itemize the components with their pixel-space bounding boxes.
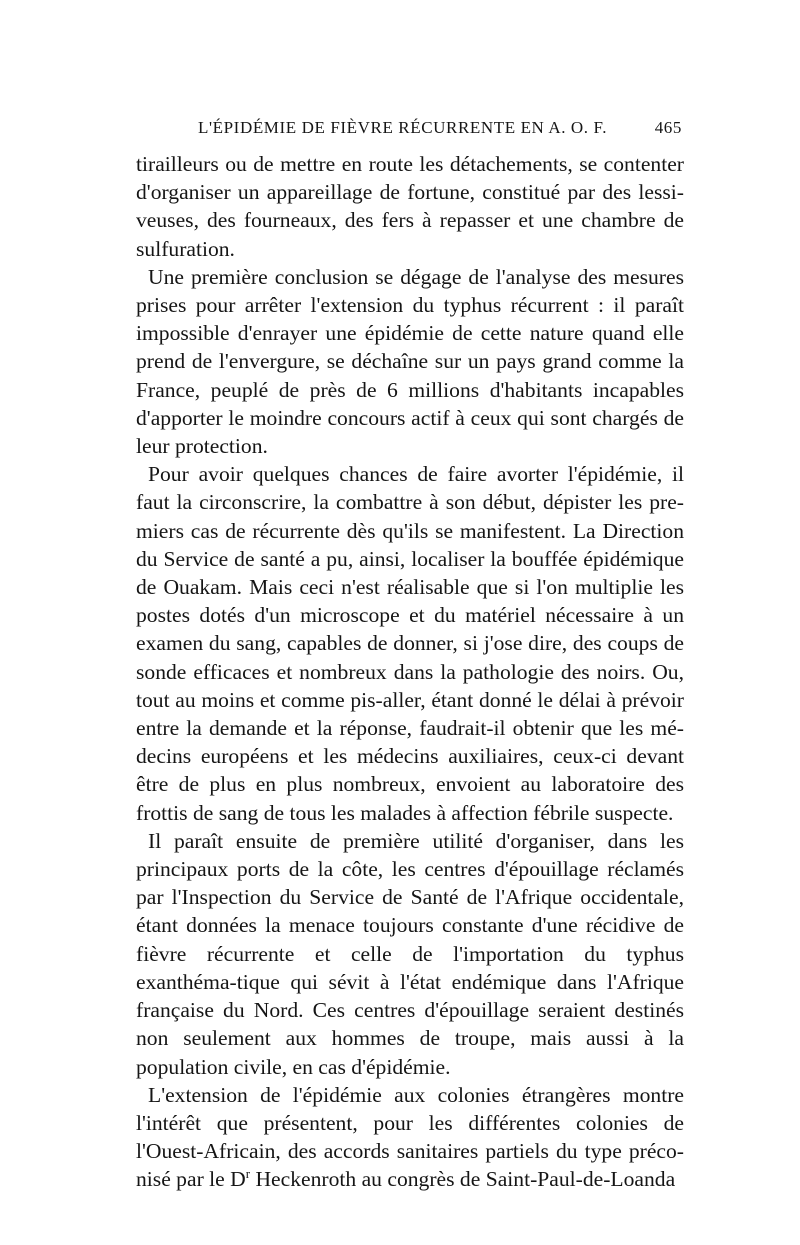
doctor-abbreviation-superscript: r <box>245 1166 251 1182</box>
paragraph-foreign-colonies-text-end: Heckenroth au congrès de Saint-Paul-de-Loanda <box>250 1167 676 1192</box>
paragraph-first-conclusion: Une première conclusion se dégage de l'analyse des mesures prises pour arrêter l'extension du typhus récurrent : il paraît impossible d'enrayer une épidémie de cette nature quand elle prend de l'envergure, se déchaîne sur un pays grand comme la France, peuplé de près de 6 millions d'habitants incapables d'apporter le moindre concours actif à ceux qui sont chargés de leur protection. <box>136 264 684 459</box>
page-number: 465 <box>654 118 682 137</box>
paragraph-circumscribe-epidemic: Pour avoir quelques chances de faire avorter l'épidémie, il faut la circonscrire, la combattre à son début, dépister les pre-miers cas de récurrente dès qu'ils se manifestent. La Direction du Service de santé a pu, ainsi, localiser la bouffée épidémique de Ouakam. Mais ceci n'est réalisable que si l'on multiplie les postes dotés d'un microscope et du matériel nécessaire à un examen du sang, capables de donner, si j'ose dire, des coups de sonde efficaces et nombreux dans la pathologie des noirs. Ou, tout au moins et comme pis-aller, étant donné le délai à prévoir entre la demande et la réponse, faudrait-il obtenir que les mé-decins européens et les médecins auxiliaires, ceux-ci devant être de plus en plus nombreux, envoient au laboratoire des frottis de sang de tous les malades à affection fébrile suspecte. <box>136 462 684 825</box>
running-head <box>136 118 684 142</box>
paragraph-delousing-centres: Il paraît ensuite de première utilité d'organiser, dans les principaux ports de la côte, les centres d'épouillage réclamés par l'Inspection du Service de Santé de l'Afrique occidentale, étant données la menace toujours constante d'une récidive de fièvre récurrente et celle de l'importation du typhus exanthéma-tique qui sévit à l'état endémique dans l'Afrique française du Nord. Ces centres d'épouillage seraient destinés non seulement aux hommes de troupe, mais aussi à la population civile, en cas d'épidémie. <box>136 828 684 1079</box>
running-head-title: L'ÉPIDÉMIE DE FIÈVRE RÉCURRENTE EN A. O. F. <box>198 118 608 137</box>
paragraph-foreign-colonies-text: L'extension de l'épidémie aux colonies étrangères montre l'intérêt que présentent, pour les différentes colonies de l'Ouest-Africain, des accords sanitaires partiels du type préco-nisé par le D <box>136 1082 684 1192</box>
paragraph-foreign-colonies <box>136 1081 684 1194</box>
paragraph-continuation: tirailleurs ou de mettre en route les détachements, se contenter d'organiser un appareillage de fortune, constitué par des lessi-veuses, des fourneaux, des fers à repasser et une chambre de sulfuration. <box>136 152 684 261</box>
body-text <box>136 150 684 1194</box>
